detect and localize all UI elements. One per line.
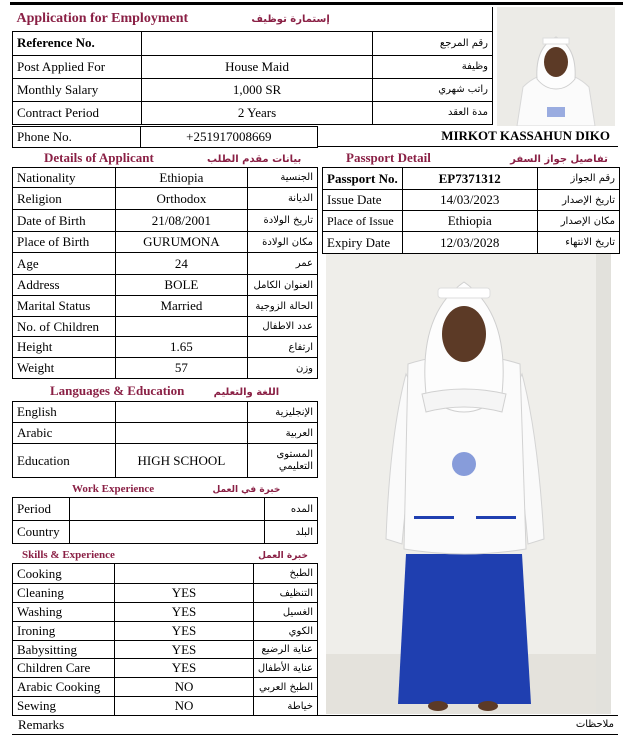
expiry-value: 12/03/2028 [402,232,537,254]
applicant-title-ar: بيانات مقدم الطلب [207,154,302,165]
address-label: Address [13,275,116,296]
skills-table [12,563,318,716]
passport-title-ar: تفاصيل جواز السفر [510,154,608,165]
contract-label: Contract Period [13,101,142,124]
dob-value: 21/08/2001 [115,210,247,232]
skills-title-ar: خبرة العمل [258,551,308,561]
work-section-header [12,478,318,497]
arabic-cooking-value: NO [115,678,254,697]
work-table [12,497,318,544]
remarks-row [12,715,618,735]
form-title: Application for Employment [16,11,189,27]
ironing-label-ar: الكوي [253,622,317,641]
age-label: Age [13,253,116,275]
arabic-cooking-label: Arabic Cooking [13,678,115,697]
religion-label: Religion [13,188,116,210]
form-title-ar: إستمارة توظيف [251,14,330,26]
english-label: English [13,402,116,423]
marital-label: Marital Status [13,296,116,317]
salary-label-ar: راتب شهري [373,78,493,101]
issue-place-label-ar: مكان الإصدار [537,211,619,232]
children-care-label: Children Care [13,659,115,678]
address-label-ar: العنوان الكامل [248,275,318,296]
dob-label: Date of Birth [13,210,116,232]
washing-value: YES [115,603,254,622]
babysitting-label: Babysitting [13,641,115,659]
cleaning-label-ar: التنظيف [253,584,317,603]
post-value: House Maid [141,55,372,78]
weight-label: Weight [13,358,116,379]
children-value [115,317,247,337]
applicant-table [12,167,318,379]
post-label-ar: وظيفة [373,55,493,78]
arabic-label: Arabic [13,423,116,444]
pob-label: Place of Birth [13,232,116,253]
issue-place-value: Ethiopia [402,211,537,232]
babysitting-label-ar: عناية الرضيع [253,641,317,659]
applicant-name: MIRKOT KASSAHUN DIKO [318,126,618,147]
cleaning-label: Cleaning [13,584,115,603]
ironing-value: YES [115,622,254,641]
height-label: Height [13,337,116,358]
passport-no-label-ar: رقم الجواز [537,168,619,190]
address-value: BOLE [115,275,247,296]
religion-label-ar: الديانة [248,188,318,210]
period-label-ar: المده [265,498,318,521]
arabic-value [115,423,248,444]
height-value: 1.65 [115,337,247,358]
contract-value: 2 Years [141,101,372,124]
country-label: Country [13,521,70,544]
applicant-full-photo [326,254,611,714]
nationality-label: Nationality [13,168,116,188]
country-value [69,521,264,544]
cooking-label-ar: الطبخ [253,564,317,584]
passport-table [322,167,620,254]
english-value [115,402,248,423]
phone-label: Phone No. [13,127,141,148]
post-label: Post Applied For [13,55,142,78]
job-table [12,7,493,125]
issue-date-label-ar: تاريخ الإصدار [537,190,619,211]
period-value [69,498,264,521]
period-label: Period [13,498,70,521]
languages-table [12,401,318,478]
cooking-label: Cooking [13,564,115,584]
contract-label-ar: مدة العقد [373,101,493,124]
issue-place-label: Place of Issue [323,211,403,232]
work-title: Work Experience [72,483,155,495]
full-body-image [326,254,611,714]
languages-title-ar: اللغة والتعليم [213,387,280,398]
remarks-label-ar: ملاحظات [575,719,614,730]
children-care-value: YES [115,659,254,678]
height-label-ar: ارتفاع [248,337,318,358]
sewing-label-ar: خياطة [253,697,317,716]
marital-value: Married [115,296,247,317]
headshot-image [497,7,615,126]
age-label-ar: عمر [248,253,318,275]
nationality-value: Ethiopia [115,168,247,188]
sewing-value: NO [115,697,254,716]
phone-table [12,126,318,148]
issue-date-value: 14/03/2023 [402,190,537,211]
reference-label: Reference No. [13,31,142,55]
passport-section-header [322,148,620,167]
salary-label: Monthly Salary [13,78,142,101]
expiry-label-ar: تاريخ الانتهاء [537,232,619,254]
sewing-label: Sewing [13,697,115,716]
skills-section-header [12,544,318,563]
salary-value: 1,000 SR [141,78,372,101]
expiry-label: Expiry Date [323,232,403,254]
weight-label-ar: وزن [248,358,318,379]
passport-no-label: Passport No. [323,168,403,190]
remarks-label: Remarks [18,717,65,732]
education-label: Education [13,444,116,478]
ironing-label: Ironing [13,622,115,641]
children-label: No. of Children [13,317,116,337]
education-label-ar: المستوى التعليمي [248,444,318,478]
languages-section-header [12,381,318,401]
languages-title: Languages & Education [50,383,185,398]
phone-value: +251917008669 [140,127,317,148]
age-value: 24 [115,253,247,275]
nationality-label-ar: الجنسية [248,168,318,188]
passport-no-value: EP7371312 [402,168,537,190]
arabic-label-ar: العربية [248,423,318,444]
issue-date-label: Issue Date [323,190,403,211]
education-value: HIGH SCHOOL [115,444,248,478]
children-label-ar: عدد الاطفال [248,317,318,337]
marital-label-ar: الحالة الزوجية [248,296,318,317]
washing-label-ar: الغسيل [253,603,317,622]
cleaning-value: YES [115,584,254,603]
applicant-title: Details of Applicant [44,150,154,165]
work-title-ar: خبرة في العمل [212,485,281,495]
applicant-section-header [12,148,318,167]
cooking-value [115,564,254,584]
religion-value: Orthodox [115,188,247,210]
passport-title: Passport Detail [346,150,431,165]
reference-value [141,31,372,55]
reference-label-ar: رقم المرجع [373,31,493,55]
skills-title: Skills & Experience [22,549,115,561]
pob-label-ar: مكان الولادة [248,232,318,253]
weight-value: 57 [115,358,247,379]
babysitting-value: YES [115,641,254,659]
dob-label-ar: تاريخ الولادة [248,210,318,232]
english-label-ar: الإنجليزية [248,402,318,423]
applicant-headshot [497,7,615,126]
children-care-label-ar: عناية الأطفال [253,659,317,678]
washing-label: Washing [13,603,115,622]
pob-value: GURUMONA [115,232,247,253]
top-rule [10,2,623,5]
country-label-ar: البلد [265,521,318,544]
arabic-cooking-label-ar: الطبخ العربي [253,678,317,697]
